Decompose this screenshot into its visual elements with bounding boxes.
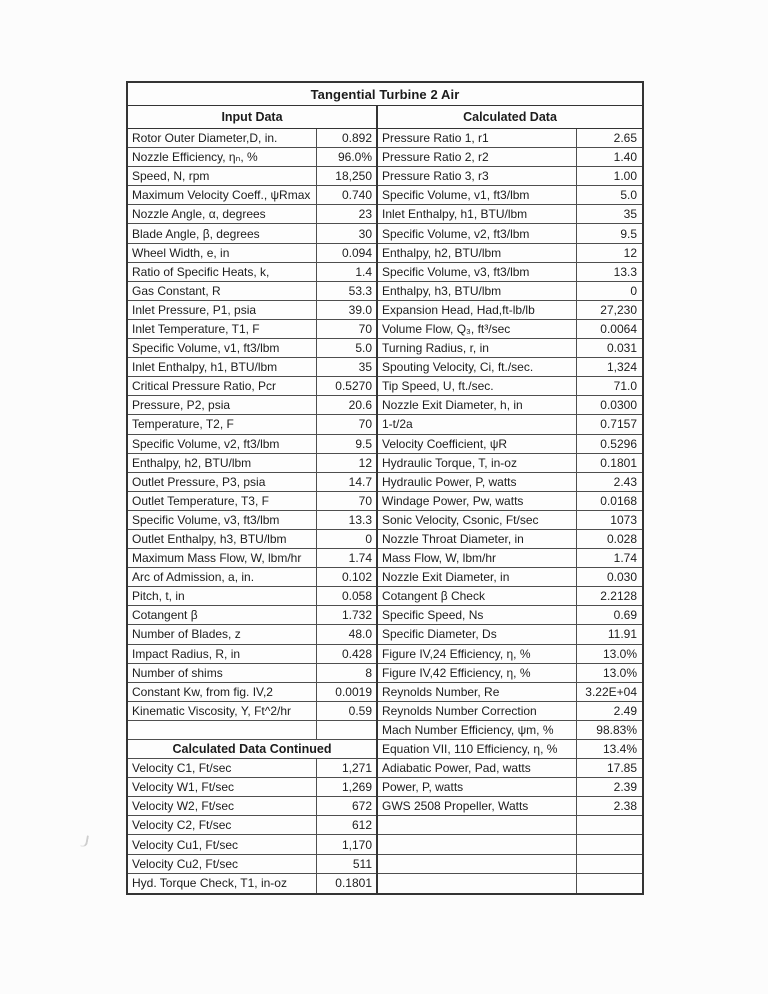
row-label: Specific Volume, v3, ft3/lbm	[128, 511, 317, 529]
row-label: Velocity C1, Ft/sec	[128, 759, 317, 777]
row-label	[128, 721, 317, 739]
row-value: 18,250	[335, 169, 372, 184]
table-row	[378, 129, 642, 148]
calculated-data-header: Calculated Data	[463, 110, 557, 124]
table-row	[128, 301, 376, 320]
row-label: Maximum Velocity Coeff., ψRmax	[128, 186, 317, 204]
row-value: 2.43	[613, 474, 637, 489]
row-value: 0.740	[341, 188, 372, 203]
row-label: Inlet Enthalpy, h1, BTU/lbm	[378, 205, 577, 223]
row-label: Spouting Velocity, Ci, ft./sec.	[378, 358, 577, 376]
row-value: 0.028	[606, 532, 637, 547]
table-row	[128, 358, 376, 377]
table-row	[378, 664, 642, 683]
table-row	[128, 415, 376, 434]
row-value: 2.39	[613, 780, 637, 795]
row-value: 2.65	[613, 131, 637, 146]
row-label: Specific Speed, Ns	[378, 606, 577, 624]
row-label: Tip Speed, U, ft./sec.	[378, 377, 577, 395]
table-row	[128, 473, 376, 492]
table-row	[378, 301, 642, 320]
row-label: Nozzle Throat Diameter, in	[378, 530, 577, 548]
empty-row	[378, 835, 642, 854]
row-value: 48.0	[348, 627, 372, 642]
row-label: Figure IV,42 Efficiency, η, %	[378, 664, 577, 682]
row-label: Temperature, T2, F	[128, 415, 317, 433]
table-row	[128, 855, 376, 874]
table-row	[378, 645, 642, 664]
table-row	[128, 377, 376, 396]
row-label: Speed, N, rpm	[128, 167, 317, 185]
table-row	[128, 645, 376, 664]
row-value: 0.69	[613, 608, 637, 623]
table-row	[378, 625, 642, 644]
table-row	[128, 339, 376, 358]
row-label: Velocity Coefficient, ψR	[378, 435, 577, 453]
row-label: Inlet Pressure, P1, psia	[128, 301, 317, 319]
row-label: Expansion Head, Had,ft-lb/lb	[378, 301, 577, 319]
row-label: Outlet Enthalpy, h3, BTU/lbm	[128, 530, 317, 548]
table-row	[378, 263, 642, 282]
table-row	[128, 263, 376, 282]
row-value: 13.4%	[602, 742, 637, 757]
row-value: 20.6	[348, 398, 372, 413]
row-label: Gas Constant, R	[128, 282, 317, 300]
table-row	[378, 415, 642, 434]
table-row	[128, 492, 376, 511]
table-row	[378, 473, 642, 492]
row-value: 0.5270	[335, 379, 372, 394]
table-row	[128, 874, 376, 893]
table-row	[378, 797, 642, 816]
row-label: Nozzle Exit Diameter, h, in	[378, 396, 577, 414]
row-value: 1.4	[355, 264, 372, 279]
row-value: 0.031	[606, 341, 637, 356]
table-row	[378, 587, 642, 606]
row-label: Pressure Ratio 1, r1	[378, 129, 577, 147]
row-value: 96.0%	[337, 150, 372, 165]
row-value: 0.1801	[335, 876, 372, 891]
table-row	[378, 568, 642, 587]
table-row	[128, 549, 376, 568]
row-value: 0.102	[341, 570, 372, 585]
row-value: 0.0019	[335, 684, 372, 699]
row-value	[577, 855, 641, 873]
row-label: Specific Diameter, Ds	[378, 625, 577, 643]
table-row	[128, 778, 376, 797]
row-label: Outlet Temperature, T3, F	[128, 492, 317, 510]
row-label: Mach Number Efficiency, ψm, %	[378, 721, 577, 739]
row-label: Number of shims	[128, 664, 317, 682]
row-value: 35	[623, 207, 637, 222]
row-label: Nozzle Angle, α, degrees	[128, 205, 317, 223]
row-value: 39.0	[348, 302, 372, 317]
row-value: 1,170	[341, 837, 372, 852]
row-label: Hydraulic Torque, T, in-oz	[378, 454, 577, 472]
table-row	[128, 167, 376, 186]
row-value: 2.2128	[600, 589, 637, 604]
row-label: Kinematic Viscosity, Υ, Ft^2/hr	[128, 702, 317, 720]
row-label: Equation VII, 110 Efficiency, η, %	[378, 740, 577, 758]
row-value: 1,269	[341, 780, 372, 795]
table-row	[128, 454, 376, 473]
table-row	[378, 320, 642, 339]
row-label: Reynolds Number, Re	[378, 683, 577, 701]
row-label: Pressure, P2, psia	[128, 396, 317, 414]
row-value: 12	[358, 455, 372, 470]
row-value: 27,230	[600, 302, 637, 317]
table-row	[128, 702, 376, 721]
row-label: Nozzle Exit Diameter, in	[378, 568, 577, 586]
turbine-data-table	[126, 81, 644, 895]
row-value: 0.428	[341, 646, 372, 661]
row-label: Constant Kw, from fig. IV,2	[128, 683, 317, 701]
table-row	[378, 492, 642, 511]
row-label: Impact Radius, R, in	[128, 645, 317, 663]
row-value: 0.0168	[600, 493, 637, 508]
row-label: Rotor Outer Diameter,D, in.	[128, 129, 317, 147]
row-value: 0.5296	[600, 436, 637, 451]
table-row	[378, 167, 642, 186]
row-label	[378, 835, 577, 853]
row-label: Wheel Width, e, in	[128, 244, 317, 262]
table-title: Tangential Turbine 2 Air	[128, 83, 642, 106]
row-value: 612	[351, 818, 372, 833]
row-label: Enthalpy, h2, BTU/lbm	[378, 244, 577, 262]
row-value: 2.38	[613, 799, 637, 814]
row-value: 71.0	[613, 379, 637, 394]
row-value: 0.0064	[600, 321, 637, 336]
row-label: Specific Volume, v3, ft3/lbm	[378, 263, 577, 281]
row-value: 0.058	[341, 589, 372, 604]
table-row	[128, 683, 376, 702]
table-body	[128, 129, 642, 893]
row-value: 1.732	[341, 608, 372, 623]
row-label: Velocity W2, Ft/sec	[128, 797, 317, 815]
row-label: Pitch, t, in	[128, 587, 317, 605]
row-value: 0.094	[341, 245, 372, 260]
column-headers-row	[128, 106, 642, 129]
row-value: 23	[358, 207, 372, 222]
table-row	[378, 683, 642, 702]
table-row	[378, 205, 642, 224]
row-label: Maximum Mass Flow, W, lbm/hr	[128, 549, 317, 567]
row-value: 1.00	[613, 169, 637, 184]
row-value: 12	[623, 245, 637, 260]
table-row	[378, 530, 642, 549]
table-row	[378, 339, 642, 358]
row-value: 672	[351, 799, 372, 814]
table-row	[128, 435, 376, 454]
row-value: 70	[358, 493, 372, 508]
row-value: 5.0	[620, 188, 637, 203]
table-row	[128, 797, 376, 816]
row-label: Sonic Velocity, Csonic, Ft/sec	[378, 511, 577, 529]
row-value: 30	[358, 226, 372, 241]
row-value: 13.3	[613, 264, 637, 279]
row-value: 8	[365, 665, 372, 680]
table-row	[378, 721, 642, 740]
row-value: 511	[352, 856, 372, 871]
row-value: 0.030	[606, 570, 637, 585]
table-row	[378, 778, 642, 797]
row-value: 1,271	[341, 761, 372, 776]
row-value	[577, 874, 641, 893]
table-row	[128, 282, 376, 301]
row-value: 53.3	[348, 283, 372, 298]
row-label: Windage Power, Pw, watts	[378, 492, 577, 510]
table-row	[128, 320, 376, 339]
row-label: Number of Blades, z	[128, 625, 317, 643]
row-label: Velocity Cu2, Ft/sec	[128, 855, 317, 873]
row-value: 1073	[610, 512, 637, 527]
table-row	[128, 186, 376, 205]
table-row	[378, 511, 642, 530]
row-label: Mass Flow, W, lbm/hr	[378, 549, 577, 567]
row-label: Cotangent β	[128, 606, 317, 624]
row-label: Cotangent β Check	[378, 587, 577, 605]
row-label: Hyd. Torque Check, T1, in-oz	[128, 874, 317, 893]
table-row	[128, 148, 376, 167]
row-value: 1.40	[613, 150, 637, 165]
table-row	[378, 282, 642, 301]
row-value: 17.85	[606, 761, 637, 776]
row-value	[317, 721, 376, 739]
table-row	[128, 568, 376, 587]
row-value	[577, 835, 641, 853]
row-value: 0	[365, 532, 372, 547]
row-value: 13.0%	[602, 646, 637, 661]
table-row	[378, 740, 642, 759]
row-label: Figure IV,24 Efficiency, η, %	[378, 645, 577, 663]
table-row	[128, 664, 376, 683]
row-label: Inlet Enthalpy, h1, BTU/lbm	[128, 358, 317, 376]
continued-section-header: Calculated Data Continued	[128, 740, 376, 759]
input-data-header: Input Data	[128, 106, 378, 128]
empty-row	[378, 874, 642, 893]
row-label: Specific Volume, v2, ft3/lbm	[128, 435, 317, 453]
table-row	[378, 435, 642, 454]
table-row	[128, 244, 376, 263]
row-label: Velocity Cu1, Ft/sec	[128, 835, 317, 853]
row-value: 0.7157	[600, 417, 637, 432]
table-row	[378, 606, 642, 625]
row-label: Nozzle Efficiency, ηₙ, %	[128, 148, 317, 166]
row-label: Outlet Pressure, P3, psia	[128, 473, 317, 491]
table-row	[378, 759, 642, 778]
row-label: Enthalpy, h2, BTU/lbm	[128, 454, 317, 472]
row-label: Reynolds Number Correction	[378, 702, 577, 720]
row-value: 13.3	[348, 512, 372, 527]
row-value: 3.22E+04	[585, 684, 637, 699]
row-value: 0.59	[348, 703, 372, 718]
row-value: 0.1801	[600, 455, 637, 470]
table-row	[378, 396, 642, 415]
row-label: Adiabatic Power, Pad, watts	[378, 759, 577, 777]
row-label: Inlet Temperature, T1, F	[128, 320, 317, 338]
table-row	[128, 530, 376, 549]
row-value: 5.0	[355, 341, 372, 356]
row-value: 9.5	[620, 226, 637, 241]
calculated-data-column	[378, 129, 642, 893]
row-value: 2.49	[613, 703, 637, 718]
empty-row	[128, 721, 376, 740]
table-row	[128, 205, 376, 224]
row-value: 0.0300	[600, 398, 637, 413]
row-value: 98.83%	[596, 722, 637, 737]
row-label	[378, 855, 577, 873]
row-label: Hydraulic Power, P, watts	[378, 473, 577, 491]
row-label: Volume Flow, Q₃, ft³/sec	[378, 320, 577, 338]
table-row	[128, 625, 376, 644]
row-value: 1.74	[613, 551, 637, 566]
row-label: Specific Volume, v1, ft3/lbm	[378, 186, 577, 204]
row-value: 0.892	[341, 131, 372, 146]
row-value	[577, 816, 641, 834]
row-value: 13.0%	[602, 665, 637, 680]
row-label: Blade Angle, β, degrees	[128, 224, 317, 242]
table-row	[378, 702, 642, 721]
row-label: Ratio of Specific Heats, k,	[128, 263, 317, 281]
row-label: Arc of Admission, a, in.	[128, 568, 317, 586]
table-row	[378, 148, 642, 167]
row-value: 70	[358, 417, 372, 432]
row-value: 35	[358, 360, 372, 375]
table-row	[128, 511, 376, 530]
row-label: Specific Volume, v2, ft3/lbm	[378, 224, 577, 242]
row-label: Pressure Ratio 3, r3	[378, 167, 577, 185]
table-row	[128, 587, 376, 606]
table-row	[378, 377, 642, 396]
table-row	[378, 549, 642, 568]
table-row	[128, 816, 376, 835]
row-value: 0	[630, 283, 637, 298]
row-label: GWS 2508 Propeller, Watts	[378, 797, 577, 815]
row-label: Critical Pressure Ratio, Pcr	[128, 377, 317, 395]
row-value: 1.74	[348, 551, 372, 566]
table-row	[128, 606, 376, 625]
row-value: 9.5	[355, 436, 372, 451]
row-value: 11.91	[607, 627, 637, 642]
table-row	[378, 454, 642, 473]
input-data-column	[128, 129, 378, 893]
row-label: Enthalpy, h3, BTU/lbm	[378, 282, 577, 300]
table-row	[128, 835, 376, 854]
row-value: 70	[358, 321, 372, 336]
row-label: Turning Radius, r, in	[378, 339, 577, 357]
scan-artifact-mark	[80, 834, 89, 847]
row-label: Power, P, watts	[378, 778, 577, 796]
table-row	[378, 358, 642, 377]
row-label: Pressure Ratio 2, r2	[378, 148, 577, 166]
row-value: 1,324	[606, 360, 637, 375]
row-value: 14.7	[348, 474, 372, 489]
table-row	[378, 186, 642, 205]
empty-row	[378, 816, 642, 835]
row-label: 1-t/2a	[378, 415, 577, 433]
table-row	[378, 224, 642, 243]
table-row	[128, 224, 376, 243]
row-label: Velocity C2, Ft/sec	[128, 816, 317, 834]
row-label	[378, 816, 577, 834]
table-row	[128, 129, 376, 148]
row-label	[378, 874, 577, 893]
row-label: Velocity W1, Ft/sec	[128, 778, 317, 796]
row-label: Specific Volume, v1, ft3/lbm	[128, 339, 317, 357]
table-row	[128, 759, 376, 778]
empty-row	[378, 855, 642, 874]
table-row	[378, 244, 642, 263]
table-row	[128, 396, 376, 415]
